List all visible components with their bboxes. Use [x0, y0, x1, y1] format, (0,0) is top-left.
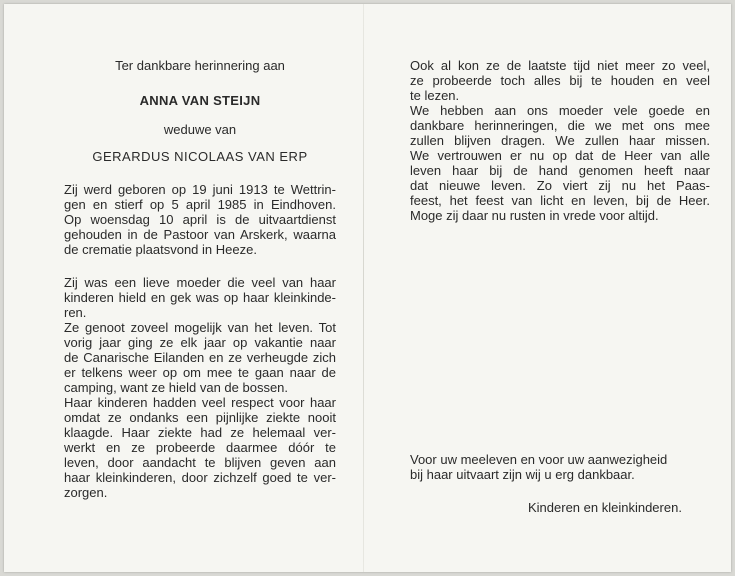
- husband-name: GERARDUS NICOLAAS VAN ERP: [92, 149, 308, 164]
- text-line: dat nieuwe leven. Zo viert zij nu het Paas-: [410, 178, 710, 193]
- text-line: leven haar bij de hand genomen heeft naar: [410, 163, 710, 178]
- text-line: Voor uw meeleven en voor uw aanwezigheid: [410, 452, 668, 467]
- farewell-paragraph: [410, 58, 710, 223]
- text-line: zullen blijven dragen. We zullen haar missen.: [410, 133, 710, 148]
- intro-text: Ter dankbare herinnering aan: [115, 58, 285, 73]
- biography-paragraph: [64, 182, 336, 257]
- text-line: klaagde. Haar ziekte had ze helemaal ver-: [64, 425, 336, 440]
- right-page: [410, 58, 710, 223]
- text-line: haar kleinkinderen, door zichzelf goed te ver-: [64, 470, 336, 485]
- text-line: Op woensdag 10 april is de uitvaartdienst: [64, 212, 336, 227]
- text-line: te lezen.: [410, 88, 460, 103]
- text-line: Ook al kon ze de laatste tijd niet meer zo veel,: [410, 58, 710, 73]
- signature: Kinderen en kleinkinderen.: [528, 500, 682, 515]
- card-fold: [363, 4, 364, 572]
- text-line: omdat ze ondanks een pijnlijke ziekte nooit: [64, 410, 336, 425]
- text-line: vorig jaar ging ze elk jaar op vakantie naar: [64, 335, 336, 350]
- memories-paragraph: [64, 275, 336, 500]
- text-line: dankbare herinneringen, die we met ons mee: [410, 118, 710, 133]
- left-page: [64, 58, 336, 500]
- deceased-name: ANNA VAN STEIJN: [139, 93, 261, 108]
- text-line: ze probeerde toch alles bij te houden en veel: [410, 73, 710, 88]
- text-line: Ze genoot zoveel mogelijk van het leven. Tot: [64, 320, 336, 335]
- thanks-paragraph: [410, 452, 702, 482]
- text-line: We vertrouwen er nu op dat de Heer van alle: [410, 148, 710, 163]
- text-line: bij haar uitvaart zijn wij u erg dankbaar.: [410, 467, 635, 482]
- text-line: er telkens weer op om mee te gaan naar de: [64, 365, 336, 380]
- text-line: Haar kinderen hadden veel respect voor haar: [64, 395, 336, 410]
- text-line: de Canarische Eilanden en ze verheugde zich: [64, 350, 336, 365]
- text-line: werkt en ze probeerde daarmee dóór te: [64, 440, 336, 455]
- text-line: feest, het feest van licht en leven, bij de Heer.: [410, 193, 710, 208]
- text-line: Zij werd geboren op 19 juni 1913 te Wettrin-: [64, 182, 336, 197]
- text-line: camping, want ze hield van de bossen.: [64, 380, 289, 395]
- text-line: We hebben aan ons moeder vele goede en: [410, 103, 710, 118]
- text-line: zorgen.: [64, 485, 108, 500]
- text-line: de crematie plaatsvond in Heeze.: [64, 242, 257, 257]
- relation-text: weduwe van: [163, 122, 237, 137]
- text-line: ren.: [64, 305, 87, 320]
- text-line: kinderen hield en gek was op haar kleinkinde-: [64, 290, 336, 305]
- text-line: Zij was een lieve moeder die veel van haar: [64, 275, 336, 290]
- text-line: leven, door aandacht te blijven geven aan: [64, 455, 336, 470]
- text-line: gehouden in de Pastoor van Arskerk, waarna: [64, 227, 336, 242]
- text-line: gen en stierf op 5 april 1985 in Eindhoven.: [64, 197, 336, 212]
- text-line: Moge zij daar nu rusten in vrede voor altijd.: [410, 208, 659, 223]
